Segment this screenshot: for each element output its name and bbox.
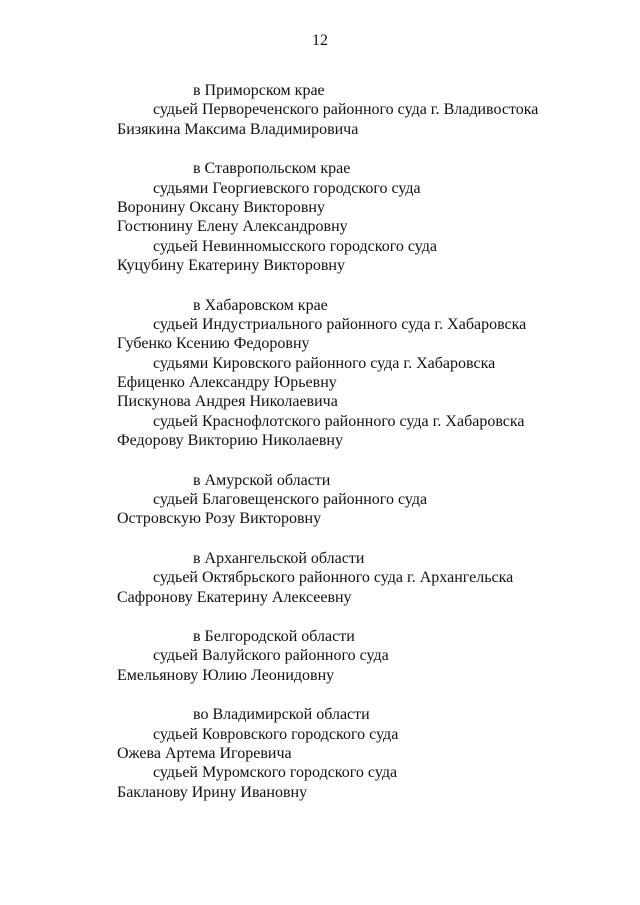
document-body xyxy=(0,81,640,822)
judge-name: Воронину Оксану Викторовну xyxy=(117,198,325,216)
region-heading: в Архангельской области xyxy=(193,549,365,567)
section-vladimir xyxy=(0,705,640,802)
judge-name: Губенко Ксению Федоровну xyxy=(117,335,310,353)
judge-name: Бизякина Максима Владимировича xyxy=(117,120,359,138)
court-line: судьей Индустриального районного суда г. Хабаровска xyxy=(153,315,527,333)
court-line: судьей Краснофлотского районного суда г. Хабаровска xyxy=(153,412,525,430)
region-heading: во Владимирской области xyxy=(193,706,370,724)
region-heading: в Ставропольском крае xyxy=(193,160,351,178)
section-belgorod xyxy=(0,627,640,685)
court-line: судьями Георгиевского городского суда xyxy=(153,179,421,197)
page-number: 12 xyxy=(312,32,328,49)
section-amur xyxy=(0,471,640,529)
region-heading: в Белгородской области xyxy=(193,627,355,645)
court-line: судьей Валуйского районного суда xyxy=(153,647,389,665)
court-line: судьей Первореченского районного суда г. Владивостока xyxy=(153,101,539,119)
court-line: судьей Невинномысского городского суда xyxy=(153,237,437,255)
region-heading: в Амурской области xyxy=(193,471,331,489)
judge-name: Ефиценко Александру Юрьевну xyxy=(117,374,337,392)
court-line: судьей Муромского городского суда xyxy=(153,764,398,782)
judge-name: Ожева Артема Игоревича xyxy=(117,744,292,762)
section-khabarovsk xyxy=(0,296,640,451)
judge-name: Сафронову Екатерину Алексеевну xyxy=(117,588,352,606)
region-heading: в Приморском крае xyxy=(193,82,325,99)
section-arkhangelsk xyxy=(0,549,640,607)
judge-name: Пискунова Андрея Николаевича xyxy=(117,393,338,411)
section-stavropol xyxy=(0,159,640,275)
court-line: судьями Кировского районного суда г. Хабаровска xyxy=(153,354,496,372)
judge-name: Гостюнину Елену Александровну xyxy=(117,218,348,236)
court-line: судьей Ковровского городского суда xyxy=(153,725,399,743)
judge-name: Емельянову Юлию Леонидовну xyxy=(117,666,335,684)
judge-name: Островскую Розу Викторовну xyxy=(117,510,322,528)
region-heading: в Хабаровском крае xyxy=(193,296,328,314)
section-primorsky xyxy=(0,81,640,139)
judge-name: Федорову Викторию Николаевну xyxy=(117,432,343,450)
judge-name: Бакланову Ирину Ивановну xyxy=(117,783,308,801)
court-line: судьей Благовещенского районного суда xyxy=(153,491,428,509)
judge-name: Куцубину Екатерину Викторовну xyxy=(117,257,345,275)
court-line: судьей Октябрьского районного суда г. Архангельска xyxy=(153,569,514,587)
